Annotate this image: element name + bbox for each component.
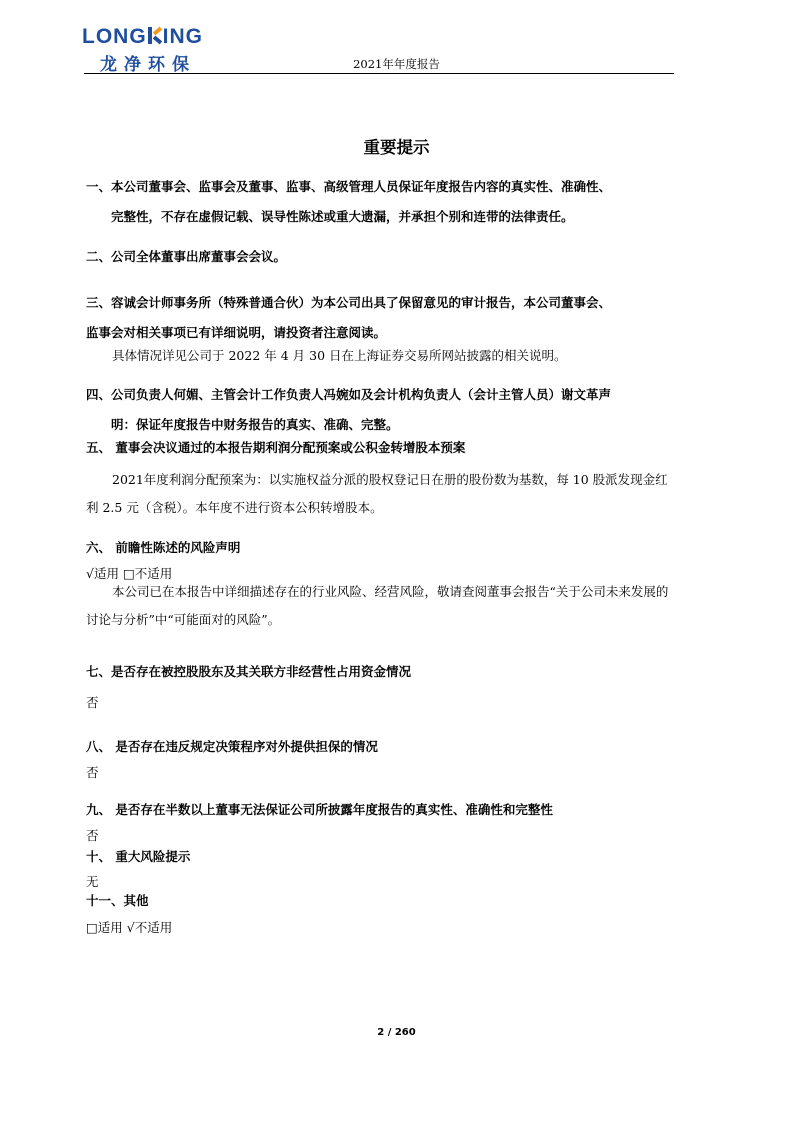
item-11-applicability: □适用 √不适用	[86, 920, 173, 935]
item-6-applicability: √适用 □不适用	[86, 566, 173, 581]
item-7-answer: 否	[86, 695, 99, 710]
item-6-body: 本公司已在本报告中详细描述存在的行业风险、经营风险，敬请查阅董事会报告“关于公司未来发展的讨论与分析”中“可能面对的风险”。	[86, 584, 669, 627]
item-8-answer: 否	[86, 765, 99, 780]
item-2-heading: 二、公司全体董事出席董事会会议。	[86, 249, 287, 264]
item-7-heading: 七、是否存在被控股股东及其关联方非经营性占用资金情况	[86, 664, 412, 679]
item-10-answer: 无	[86, 874, 99, 889]
item-1-heading: 一、本公司董事会、监事会及董事、监事、高级管理人员保证年度报告内容的真实性、准确性、 完整性，不存在虚假记载、误导性陈述或重大遗漏，并承担个别和连带的法律责任。	[86, 179, 612, 224]
logo-wordmark: LONG ING	[82, 25, 204, 48]
item-3-body: 具体情况详见公司于 2022 年 4 月 30 日在上海证券交易所网站披露的相关说明。	[112, 348, 567, 363]
item-9-heading: 九、 是否存在半数以上董事无法保证公司所披露年度报告的真实性、准确性和完整性	[86, 802, 553, 817]
page-title: 重要提示	[363, 138, 430, 157]
page-number: 2 / 260	[377, 1027, 416, 1038]
report-header-title: 2021年年度报告	[353, 57, 440, 71]
logo-k-mark-icon	[147, 27, 163, 44]
item-5-heading: 五、 董事会决议通过的本报告期利润分配预案或公积金转增股本预案	[86, 440, 466, 455]
item-10-heading: 十、 重大风险提示	[86, 849, 191, 864]
item-11-heading: 十一、其他	[86, 893, 149, 908]
item-6-heading: 六、 前瞻性陈述的风险声明	[86, 540, 241, 555]
item-9-answer: 否	[86, 828, 99, 843]
item-3-heading: 三、容诚会计师事务所（特殊普通合伙）为本公司出具了保留意见的审计报告，本公司董事会、 监事会对相关事项已有详细说明，请投资者注意阅读。	[86, 295, 612, 340]
logo-chinese-name: 龙净环保	[100, 55, 196, 75]
item-5-body: 2021年度利润分配预案为：以实施权益分派的股权登记日在册的股份数为基数，每 10 股派发现金红利 2.5 元（含税）。本年度不进行资本公积转增股本。	[86, 472, 668, 515]
item-4-heading: 四、公司负责人何媚、主管会计工作负责人冯婉如及会计机构负责人（会计主管人员）谢文革声 明：保证年度报告中财务报告的真实、准确、完整。	[86, 387, 612, 432]
header-divider	[84, 73, 674, 74]
item-8-heading: 八、 是否存在违反规定决策程序对外提供担保的情况	[86, 739, 378, 754]
